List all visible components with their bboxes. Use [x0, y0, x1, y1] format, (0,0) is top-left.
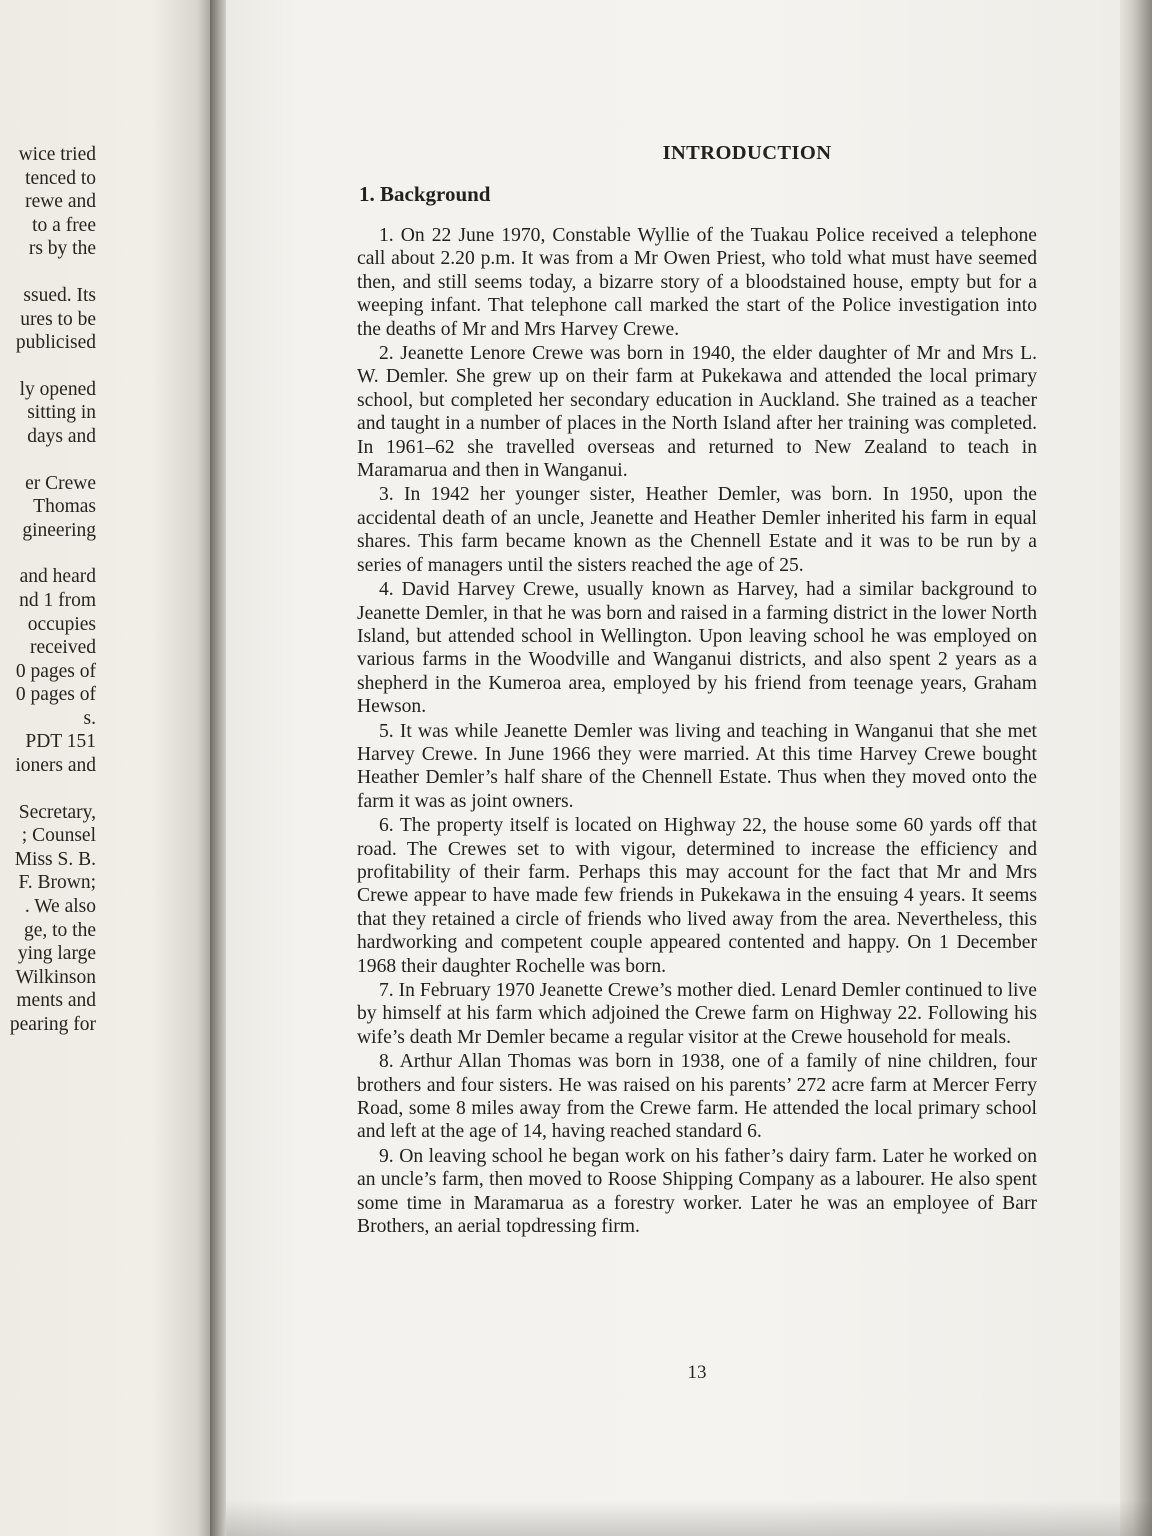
- paragraph: 1. On 22 June 1970, Constable Wyllie of the Tuakau Police received a telephone call about 2.20 p.m. It was from a Mr Owen Priest, who told what must have seemed then, and still seems today, a bizarre story of a bloodstained house, empty but for a weeping infant. That telephone call marked the start of the Police investigation into the deaths of Mr and Mrs Harvey Crewe.: [357, 225, 1037, 340]
- left-line: er Crewe: [25, 472, 96, 494]
- left-line: sitting in: [27, 402, 96, 424]
- left-line: and heard: [19, 566, 96, 588]
- left-line: pearing for: [9, 1014, 96, 1035]
- paragraph: 9. On leaving school he began work on his father’s dairy farm. Later he worked on an uncle’s farm, then moved to Roose Shipping Company as a labourer. He also spent some time in Maramarua as a forestry worker. Later he was an employee of Barr Brothers, an aerial topdressing firm.: [357, 1145, 1037, 1238]
- left-line: Secretary,: [18, 801, 96, 823]
- left-line: Thomas: [33, 496, 96, 518]
- left-line: days and: [27, 425, 96, 447]
- left-line-gap: [0, 355, 96, 378]
- bottom-shadow: [226, 1500, 1152, 1536]
- page-edge: [1120, 0, 1152, 1536]
- left-line: F. Brown;: [18, 872, 96, 894]
- paragraph: 7. In February 1970 Jeanette Crewe’s mother died. Lenard Demler continued to live by himself at his farm which adjoined the Crewe farm on Highway 22. Following his wife’s death Mr Demler became a regular visitor at the Crewe household for meals.: [357, 980, 1037, 1048]
- left-line: Wilkinson: [15, 966, 96, 988]
- left-line: to a free: [32, 214, 96, 236]
- left-line: Miss S. B.: [14, 848, 96, 870]
- left-line-gap: [0, 449, 96, 472]
- paragraph: 2. Jeanette Lenore Crewe was born in 1940, the elder daughter of Mr and Mrs L. W. Demler. She grew up on their farm at Pukekawa and attended the local primary school, but completed her secondary education in Auckland. She trained as a teacher and taught in a number of places in the North Island after her training was completed. In 1961–62 she travelled overseas and returned to New Zealand to teach in Maramarua and then in Wanganui.: [357, 343, 1037, 482]
- left-page-text: [0, 143, 96, 1037]
- left-line: ge, to the: [23, 919, 96, 941]
- left-line: ssued. Its: [23, 284, 96, 306]
- left-line: . We also: [24, 896, 96, 918]
- page-content: [357, 140, 1037, 1239]
- left-line: gineering: [22, 519, 96, 541]
- left-line: ying large: [17, 943, 96, 965]
- section-heading: 1. Background: [359, 182, 491, 206]
- left-line-gap: [0, 542, 96, 565]
- left-line: rewe and: [25, 191, 96, 213]
- left-line: 0 pages of: [15, 660, 96, 682]
- left-line: nd 1 from: [19, 589, 96, 611]
- left-line: rs by the: [28, 238, 96, 260]
- left-line-gap: [0, 778, 96, 801]
- left-line: wice tried: [18, 144, 96, 165]
- left-line: publicised: [15, 332, 96, 354]
- paragraph: 6. The property itself is located on Highway 22, the house some 60 yards off that road. The Crewes set to with vigour, determined to increase the efficiency and profitability of their farm. Perhaps this may account for the fact that Mr and Mrs Crewe appear to have made few friends in Pukekawa in the ensuing 4 years. It seems that they retained a circle of friends who lived away from the area. Nevertheless, this hardworking and competent couple appeared contented and happy. On 1 December 1968 their daughter Rochelle was born.: [357, 815, 1037, 977]
- left-line: tenced to: [25, 167, 96, 189]
- paragraph-list: [357, 224, 1037, 1238]
- left-line: ments and: [16, 990, 96, 1012]
- page-number: 13: [687, 1362, 707, 1383]
- paragraph: 4. David Harvey Crewe, usually known as Harvey, had a similar background to Jeanette Demler, in that he was born and raised in a farming district in the lower North Island, but attended school in Wellington. Upon leaving school he was employed on various farms in the Woodville and Wanganui districts, and also spent 2 years as a shepherd in the Kumeroa area, employed by his friend from teenage years, Graham Hewson.: [357, 579, 1037, 718]
- left-line: received: [29, 637, 96, 659]
- left-line: ures to be: [20, 308, 96, 330]
- paragraph: 8. Arthur Allan Thomas was born in 1938, one of a family of nine children, four brothers and four sisters. He was raised on his parents’ 272 acre farm at Mercer Ferry Road, some 8 miles away from the Crewe farm. He attended the local primary school and left at the age of 14, having reached standard 6.: [357, 1051, 1037, 1143]
- left-line: ; Counsel: [21, 825, 96, 847]
- left-line-gap: [0, 261, 96, 284]
- page-title: INTRODUCTION: [662, 142, 832, 164]
- left-page: [0, 0, 215, 1536]
- paragraph: 3. In 1942 her younger sister, Heather Demler, was born. In 1950, upon the accidental death of an uncle, Jeanette and Heather Demler inherited his farm in equal shares. This farm became known as the Chennell Estate and it was to be run by a series of managers until the sisters reached the age of 25.: [357, 484, 1037, 576]
- left-line: ioners and: [15, 755, 96, 777]
- left-line: PDT 151: [25, 731, 96, 753]
- left-line: occupies: [27, 613, 96, 635]
- left-line: ly opened: [19, 378, 96, 400]
- left-line: 0 pages of: [15, 684, 96, 706]
- paragraph: 5. It was while Jeanette Demler was living and teaching in Wanganui that she met Harvey Crewe. In June 1966 they were married. At this time Harvey Crewe bought Heather Demler’s half share of the Chennell Estate. Thus when they moved onto the farm it was as joint owners.: [357, 720, 1037, 812]
- left-line: s.: [83, 707, 96, 729]
